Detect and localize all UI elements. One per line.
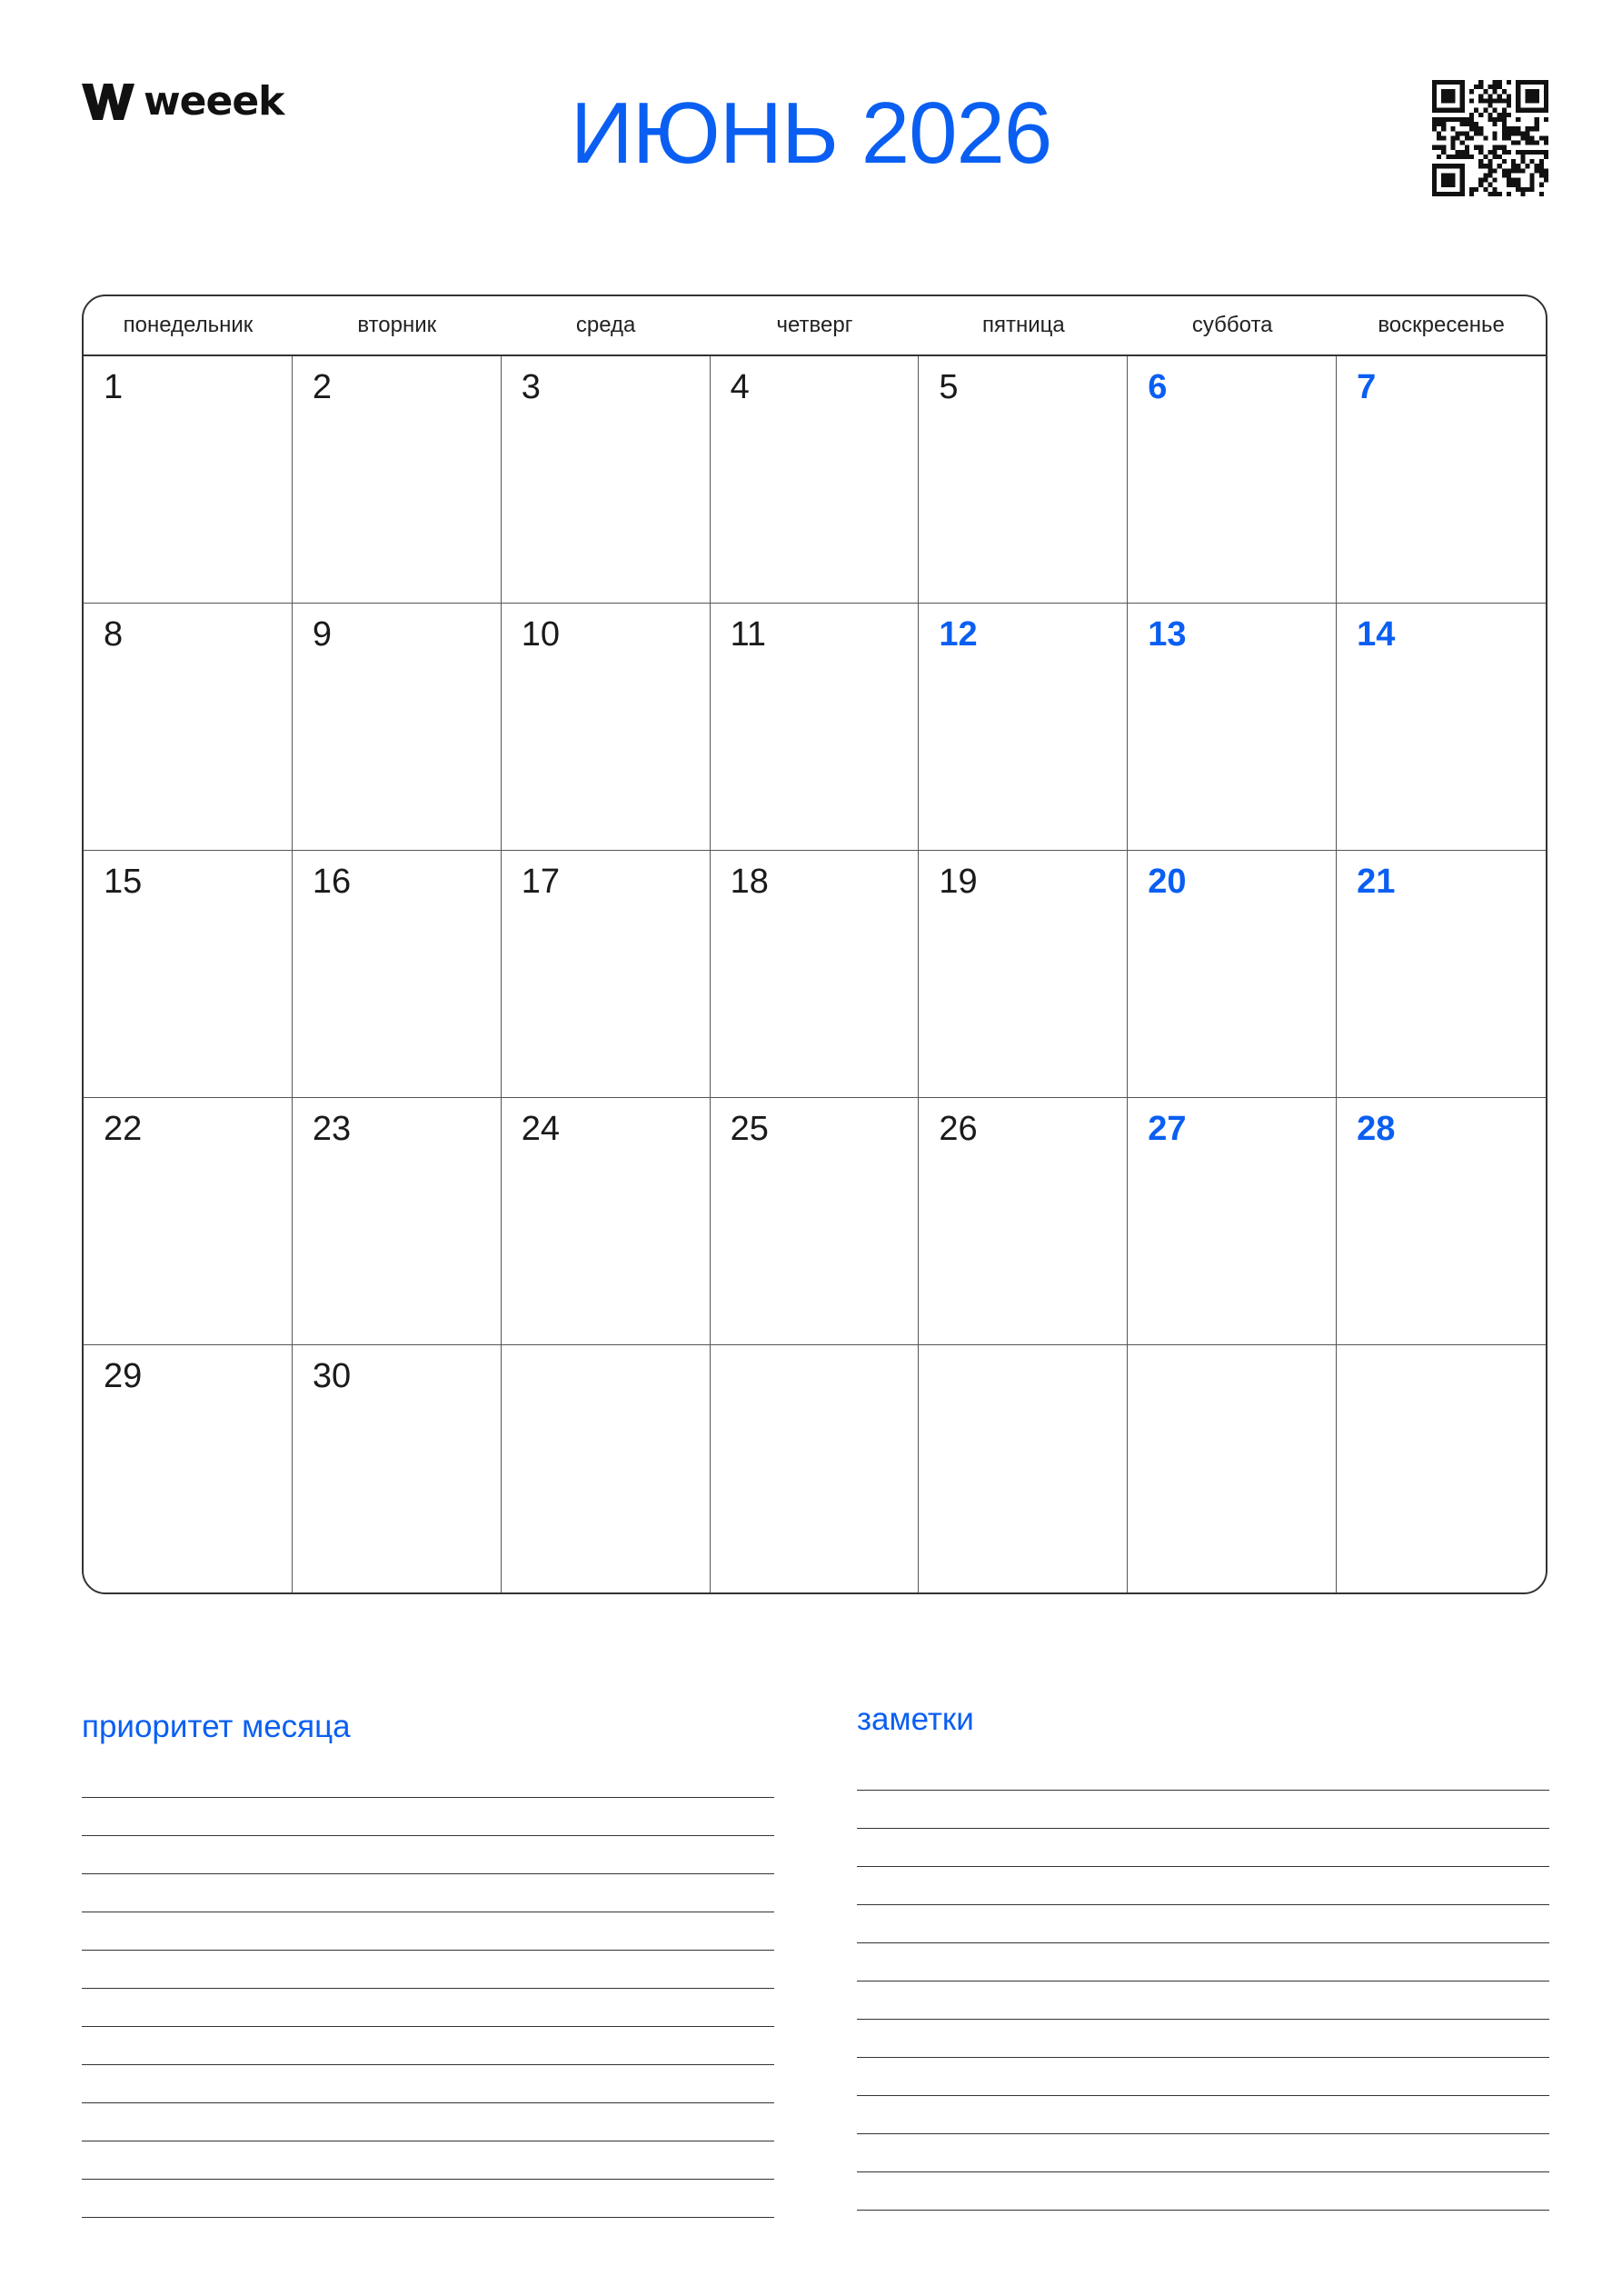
notes-line [857,1905,1549,1943]
notes-line [857,2134,1549,2172]
notes-line [857,1752,1549,1791]
day-cell: 29 [84,1345,293,1592]
day-cell: 26 [919,1098,1128,1345]
day-cell: 19 [919,851,1128,1098]
day-cell: 28 [1337,1098,1546,1345]
priority-line [82,1912,774,1951]
notes-line [857,1867,1549,1905]
month-priority-section [82,1709,774,2218]
empty-day-cell [502,1345,711,1592]
day-cell: 5 [919,356,1128,604]
empty-day-cell [711,1345,920,1592]
priority-line [82,2027,774,2065]
priority-line [82,1989,774,2027]
weekday-label: среда [575,313,636,337]
day-cell: 20 [1128,851,1337,1098]
day-cell: 14 [1337,604,1546,851]
page-title: ИЮНЬ 2026 [570,85,1052,182]
day-cell: 4 [711,356,920,604]
weekday-label: вторник [357,313,437,337]
brand-name: weeek [144,78,284,125]
day-cell: 9 [293,604,502,851]
day-cell: 18 [711,851,920,1098]
day-cell: 16 [293,851,502,1098]
day-cell: 13 [1128,604,1337,851]
day-cell: 11 [711,604,920,851]
notes-section [857,1702,1549,2211]
notes-lines [857,1752,1549,2211]
priority-line [82,1874,774,1912]
notes-line [857,1791,1549,1829]
notes-line [857,1943,1549,1982]
weekday-label: воскресенье [1378,313,1505,337]
empty-day-cell [1128,1345,1337,1592]
day-cell: 1 [84,356,293,604]
day-cell: 10 [502,604,711,851]
notes-line [857,1982,1549,2020]
empty-day-cell [1337,1345,1546,1592]
priority-line [82,2103,774,2141]
days-grid [84,356,1546,1592]
day-cell: 30 [293,1345,502,1592]
priority-line [82,1760,774,1798]
qr-code-icon [1432,80,1548,196]
day-cell: 23 [293,1098,502,1345]
notes-line [857,2020,1549,2058]
month-priority-title: приоритет месяца [82,1709,351,1744]
notes-line [857,2172,1549,2211]
weekday-label: суббота [1191,313,1273,337]
day-cell: 24 [502,1098,711,1345]
day-cell: 3 [502,356,711,604]
priority-line [82,2180,774,2218]
weekday-label: понедельник [123,313,254,337]
notes-line [857,1829,1549,1867]
notes-line [857,2096,1549,2134]
weekday-header-row [84,296,1546,356]
day-cell: 22 [84,1098,293,1345]
priority-line [82,2065,774,2103]
month-priority-lines [82,1760,774,2218]
notes-line [857,2058,1549,2096]
priority-line [82,1836,774,1874]
priority-line [82,1798,774,1836]
day-cell: 27 [1128,1098,1337,1345]
day-cell: 8 [84,604,293,851]
day-cell: 21 [1337,851,1546,1098]
notes-title: заметки [857,1702,974,1737]
day-cell: 7 [1337,356,1546,604]
day-cell: 2 [293,356,502,604]
calendar-grid [82,294,1547,1594]
day-cell: 15 [84,851,293,1098]
day-cell: 25 [711,1098,920,1345]
day-cell: 6 [1128,356,1337,604]
empty-day-cell [919,1345,1128,1592]
priority-line [82,1951,774,1989]
priority-line [82,2141,774,2180]
weekday-label: пятница [981,313,1065,337]
day-cell: 17 [502,851,711,1098]
weekday-label: четверг [776,313,853,337]
day-cell: 12 [919,604,1128,851]
